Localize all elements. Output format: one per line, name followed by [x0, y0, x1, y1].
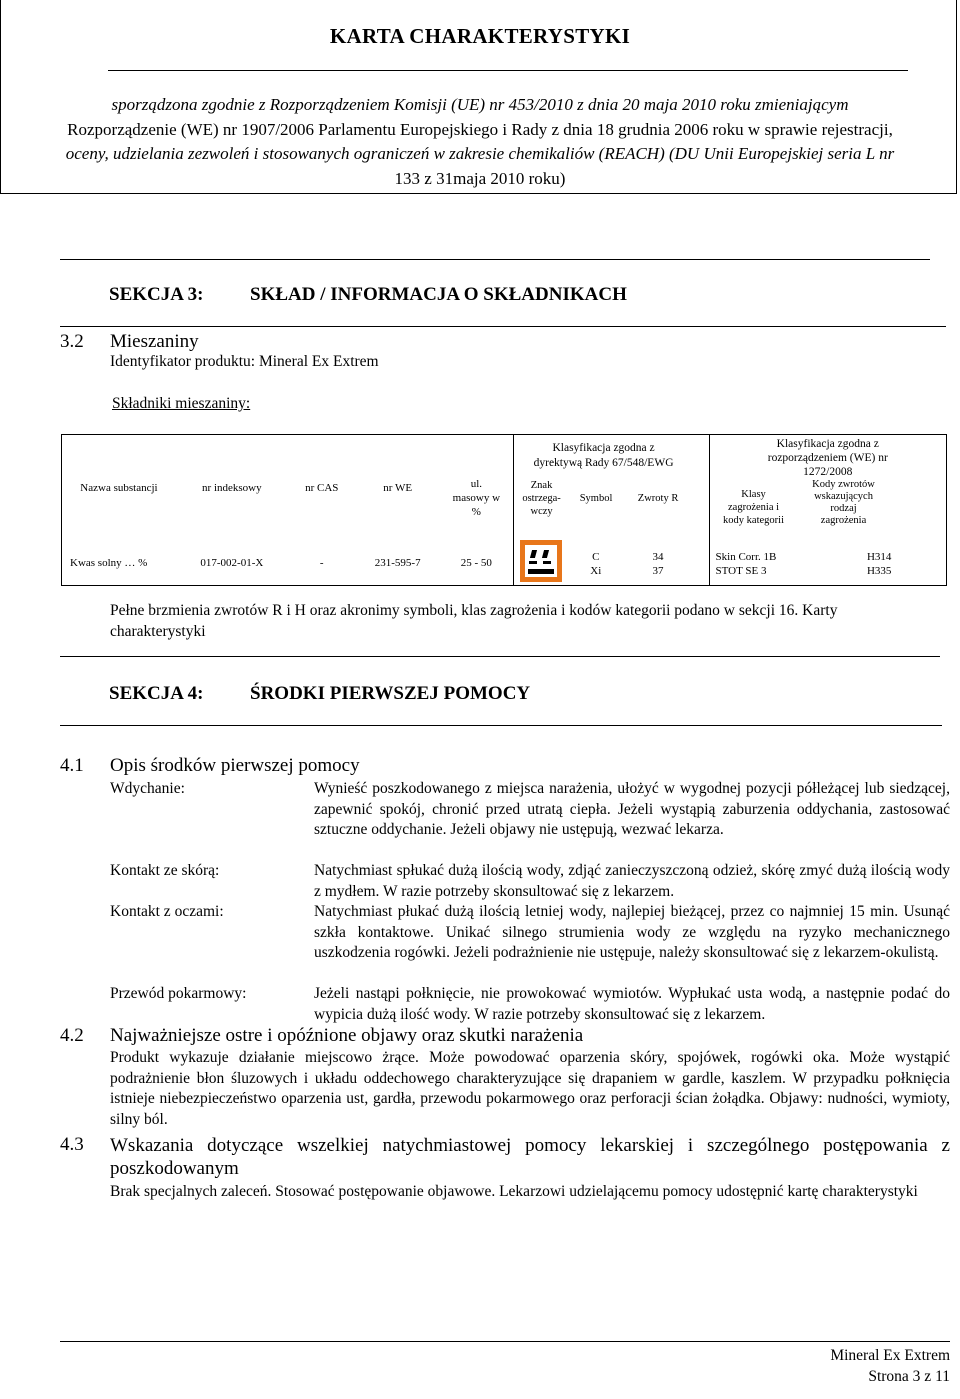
section-divider — [60, 656, 940, 657]
subsection-number: 4.1 — [60, 755, 84, 776]
subsection-number: 4.2 — [60, 1025, 84, 1046]
dsd-title — [514, 441, 693, 471]
hcodes-line: zagrożenia — [820, 515, 867, 526]
row-name: Kwas solny … % — [70, 556, 148, 569]
row-classes — [709, 540, 867, 585]
section3-title: SKŁAD / INFORMACJA O SKŁADNIKACH — [250, 284, 627, 305]
footer-product: Mineral Ex Extrem — [830, 1347, 950, 1364]
clp-title-line: 1272/2008 — [803, 466, 853, 478]
regulation-line: Rozporządzenie (WE) nr 1907/2006 Parlamentu Europejskiego i Rady z dnia 18 grudnia 2006 roku w sprawie rejestracji, — [67, 119, 893, 139]
regulation-line: oceny, udzielania zezwoleń i stosowanych ograniczeń w zakresie chemikaliów (REACH) (DU Unii Europejskiej seria L nr — [65, 144, 895, 163]
hcodes-line: Kody zwrotów — [812, 479, 875, 490]
first-aid-text: Natychmiast płukać dużą ilością letniej wody, najlepiej bieżącej, przez co najmniej 15 min. Usunąć szkła kontaktowe. Unikać silnego strumienia wody ze względu na ryzyko mechanicznego uszkodzenia rogówki. Jeżeli podrażnienie nie ustępuje, należy skonsultować się z lekarzem-okulistą. — [314, 903, 950, 961]
first-aid-text: Natychmiast spłukać dużą ilością wody, zdjąć zanieczyszczoną odzież, skórę zmyć dużą ilością wody z mydłem. W razie potrzeby skonsultować się z lekarzem. — [314, 862, 950, 900]
clp-hcodes-header — [798, 479, 890, 527]
clp-title-line: Klasyfikacja zgodna z — [776, 438, 879, 450]
subsection-title: Wskazania dotyczące wszelkiej natychmiastowej pomocy lekarskiej i szczególnego postępowania z poszkodowanym — [110, 1135, 950, 1179]
mass-line: ul. — [470, 477, 482, 490]
mass-line: masowy w — [452, 491, 501, 504]
row-we: 231-595-7 — [374, 556, 421, 569]
row-rphrases — [623, 540, 693, 585]
hcodes-line: rodzaj — [830, 503, 857, 514]
hcode-value: H335 — [866, 564, 892, 577]
class-line: Klasy — [741, 488, 766, 500]
dsd-title-line: dyrektywą Rady 67/548/EWG — [533, 457, 674, 469]
first-aid-label: Wdychanie: — [110, 780, 185, 797]
clp-header — [709, 435, 946, 540]
row-hcodes — [867, 540, 946, 585]
col-header-we: nr WE — [383, 481, 413, 494]
row-index: 017-002-01-X — [200, 556, 264, 569]
clp-title — [710, 437, 946, 479]
clp-title-line: rozporządzeniem (WE) nr — [767, 452, 888, 464]
col-header-mass — [440, 435, 514, 540]
dsd-rphrases-header: Zwroty R — [637, 492, 679, 504]
clp-class-header — [710, 480, 798, 527]
clp-subheaders — [710, 479, 946, 527]
document-title: KARTA CHARAKTERYSTYKI — [329, 24, 631, 48]
sign-line: ostrzega- — [522, 493, 561, 504]
components-table — [62, 435, 946, 585]
components-label: Składniki mieszaniny: — [112, 395, 251, 412]
first-aid-text: Wynieść poszkodowanego z miejsca narażenia, ułożyć w wygodnej pozycji półleżącej lub siedzącej, zapewnić spokój, chronić przed utratą ciepła. Jeżeli wystąpią zaburzenia oddychania, zastosować sztuczne oddychanie. Jeżeli objawy nie ustępują, wezwać lekarza. — [314, 780, 950, 838]
first-aid-label: Przewód pokarmowy: — [110, 985, 247, 1002]
mass-line: % — [471, 505, 481, 518]
classification-note: Pełne brzmienia zwrotów R i H oraz akronimy symboli, klas zagrożenia i kodów kategorii podano w sekcji 16. Karty charakterystyki — [110, 602, 838, 640]
row-pictogram-cell — [514, 540, 569, 585]
first-aid-label: Kontakt z oczami: — [110, 903, 224, 920]
section3-number: SEKCJA 3: — [109, 284, 204, 305]
hcode-value: H314 — [866, 550, 892, 563]
row-symbols — [569, 540, 623, 585]
subsection-title: Opis środków pierwszej pomocy — [110, 755, 360, 776]
page-number: Strona 3 z 11 — [868, 1368, 950, 1385]
regulation-text — [40, 93, 920, 191]
row-cas: - — [319, 556, 324, 569]
sign-line: Znak — [530, 480, 553, 491]
rphrase-value: 34 — [652, 550, 664, 563]
subsection-title: Mieszaniny — [110, 331, 199, 352]
class-value: STOT SE 3 — [715, 564, 767, 577]
col-header-index: nr indeksowy — [202, 481, 262, 494]
section-divider — [60, 326, 946, 327]
dsd-header — [514, 435, 694, 540]
table-spacer — [693, 540, 709, 585]
subsection-number: 4.3 — [60, 1134, 84, 1155]
section4-number: SEKCJA 4: — [109, 683, 204, 704]
hcodes-line: wskazujących — [814, 491, 873, 502]
section-divider — [60, 725, 942, 726]
table-spacer — [693, 435, 709, 540]
class-value: Skin Corr. 1B — [715, 550, 777, 563]
rphrase-value: 37 — [652, 564, 664, 577]
dsd-subheaders — [514, 479, 693, 518]
product-identifier: Identyfikator produktu: Mineral Ex Extrem — [110, 353, 379, 370]
medical-advice-text: Brak specjalnych zaleceń. Stosować postępowanie objawowe. Lekarzowi udzielającemu pomocy udostępnić kartę charakterystyki — [110, 1183, 918, 1200]
corrosive-pictogram-icon — [520, 540, 562, 582]
row-mass: 25 - 50 — [440, 540, 514, 585]
col-header-cas: nr CAS — [305, 481, 339, 494]
sign-line: wczy — [530, 506, 553, 517]
symbol-value: C — [592, 550, 600, 563]
class-line: zagrożenia i — [728, 501, 780, 513]
subsection-title: Najważniejsze ostre i opóźnione objawy oraz skutki narażenia — [110, 1025, 584, 1046]
first-aid-text: Jeżeli nastąpi połknięcie, nie prowokować wymiotów. Wypłukać usta wodą, a następnie podać do wypicia dużą ilość wody. W razie potrzeby skonsultować się z lekarzem. — [314, 985, 950, 1023]
section4-title: ŚRODKI PIERWSZEJ POMOCY — [250, 683, 531, 704]
first-aid-label: Kontakt ze skórą: — [110, 862, 220, 879]
regulation-line: sporządzona zgodnie z Rozporządzeniem Komisji (UE) nr 453/2010 z dnia 20 maja 2010 roku zmieniającym — [111, 95, 849, 114]
symptoms-text: Produkt wykazuje działanie miejscowo żrące. Może powodować oparzenia skóry, spojówek, rogówki oka. Może wystąpić podrażnienie błon śluzowych i układu oddechowego charakteryzujące się drapaniem w gardle, kaszlem. W przypadku połknięcia istnieje niebezpieczeństwo oparzenia ust, gardła, przewodu pokarmowego oraz perforacji ścian żołądka. Objawy: nudności, wymioty, silny ból. — [110, 1049, 950, 1128]
col-header-name: Nazwa substancji — [80, 481, 158, 494]
dsd-title-line: Klasyfikacja zgodna z — [552, 442, 655, 454]
regulation-line: 133 z 31maja 2010 roku) — [394, 168, 566, 188]
dsd-sign-header — [514, 479, 569, 518]
class-line: kody kategorii — [723, 514, 784, 526]
section-divider — [60, 259, 930, 260]
subsection-number: 3.2 — [60, 331, 84, 352]
footer-divider — [60, 1341, 950, 1342]
title-underline — [108, 70, 908, 71]
symbol-value: Xi — [590, 564, 602, 577]
dsd-symbol-header: Symbol — [579, 492, 613, 504]
